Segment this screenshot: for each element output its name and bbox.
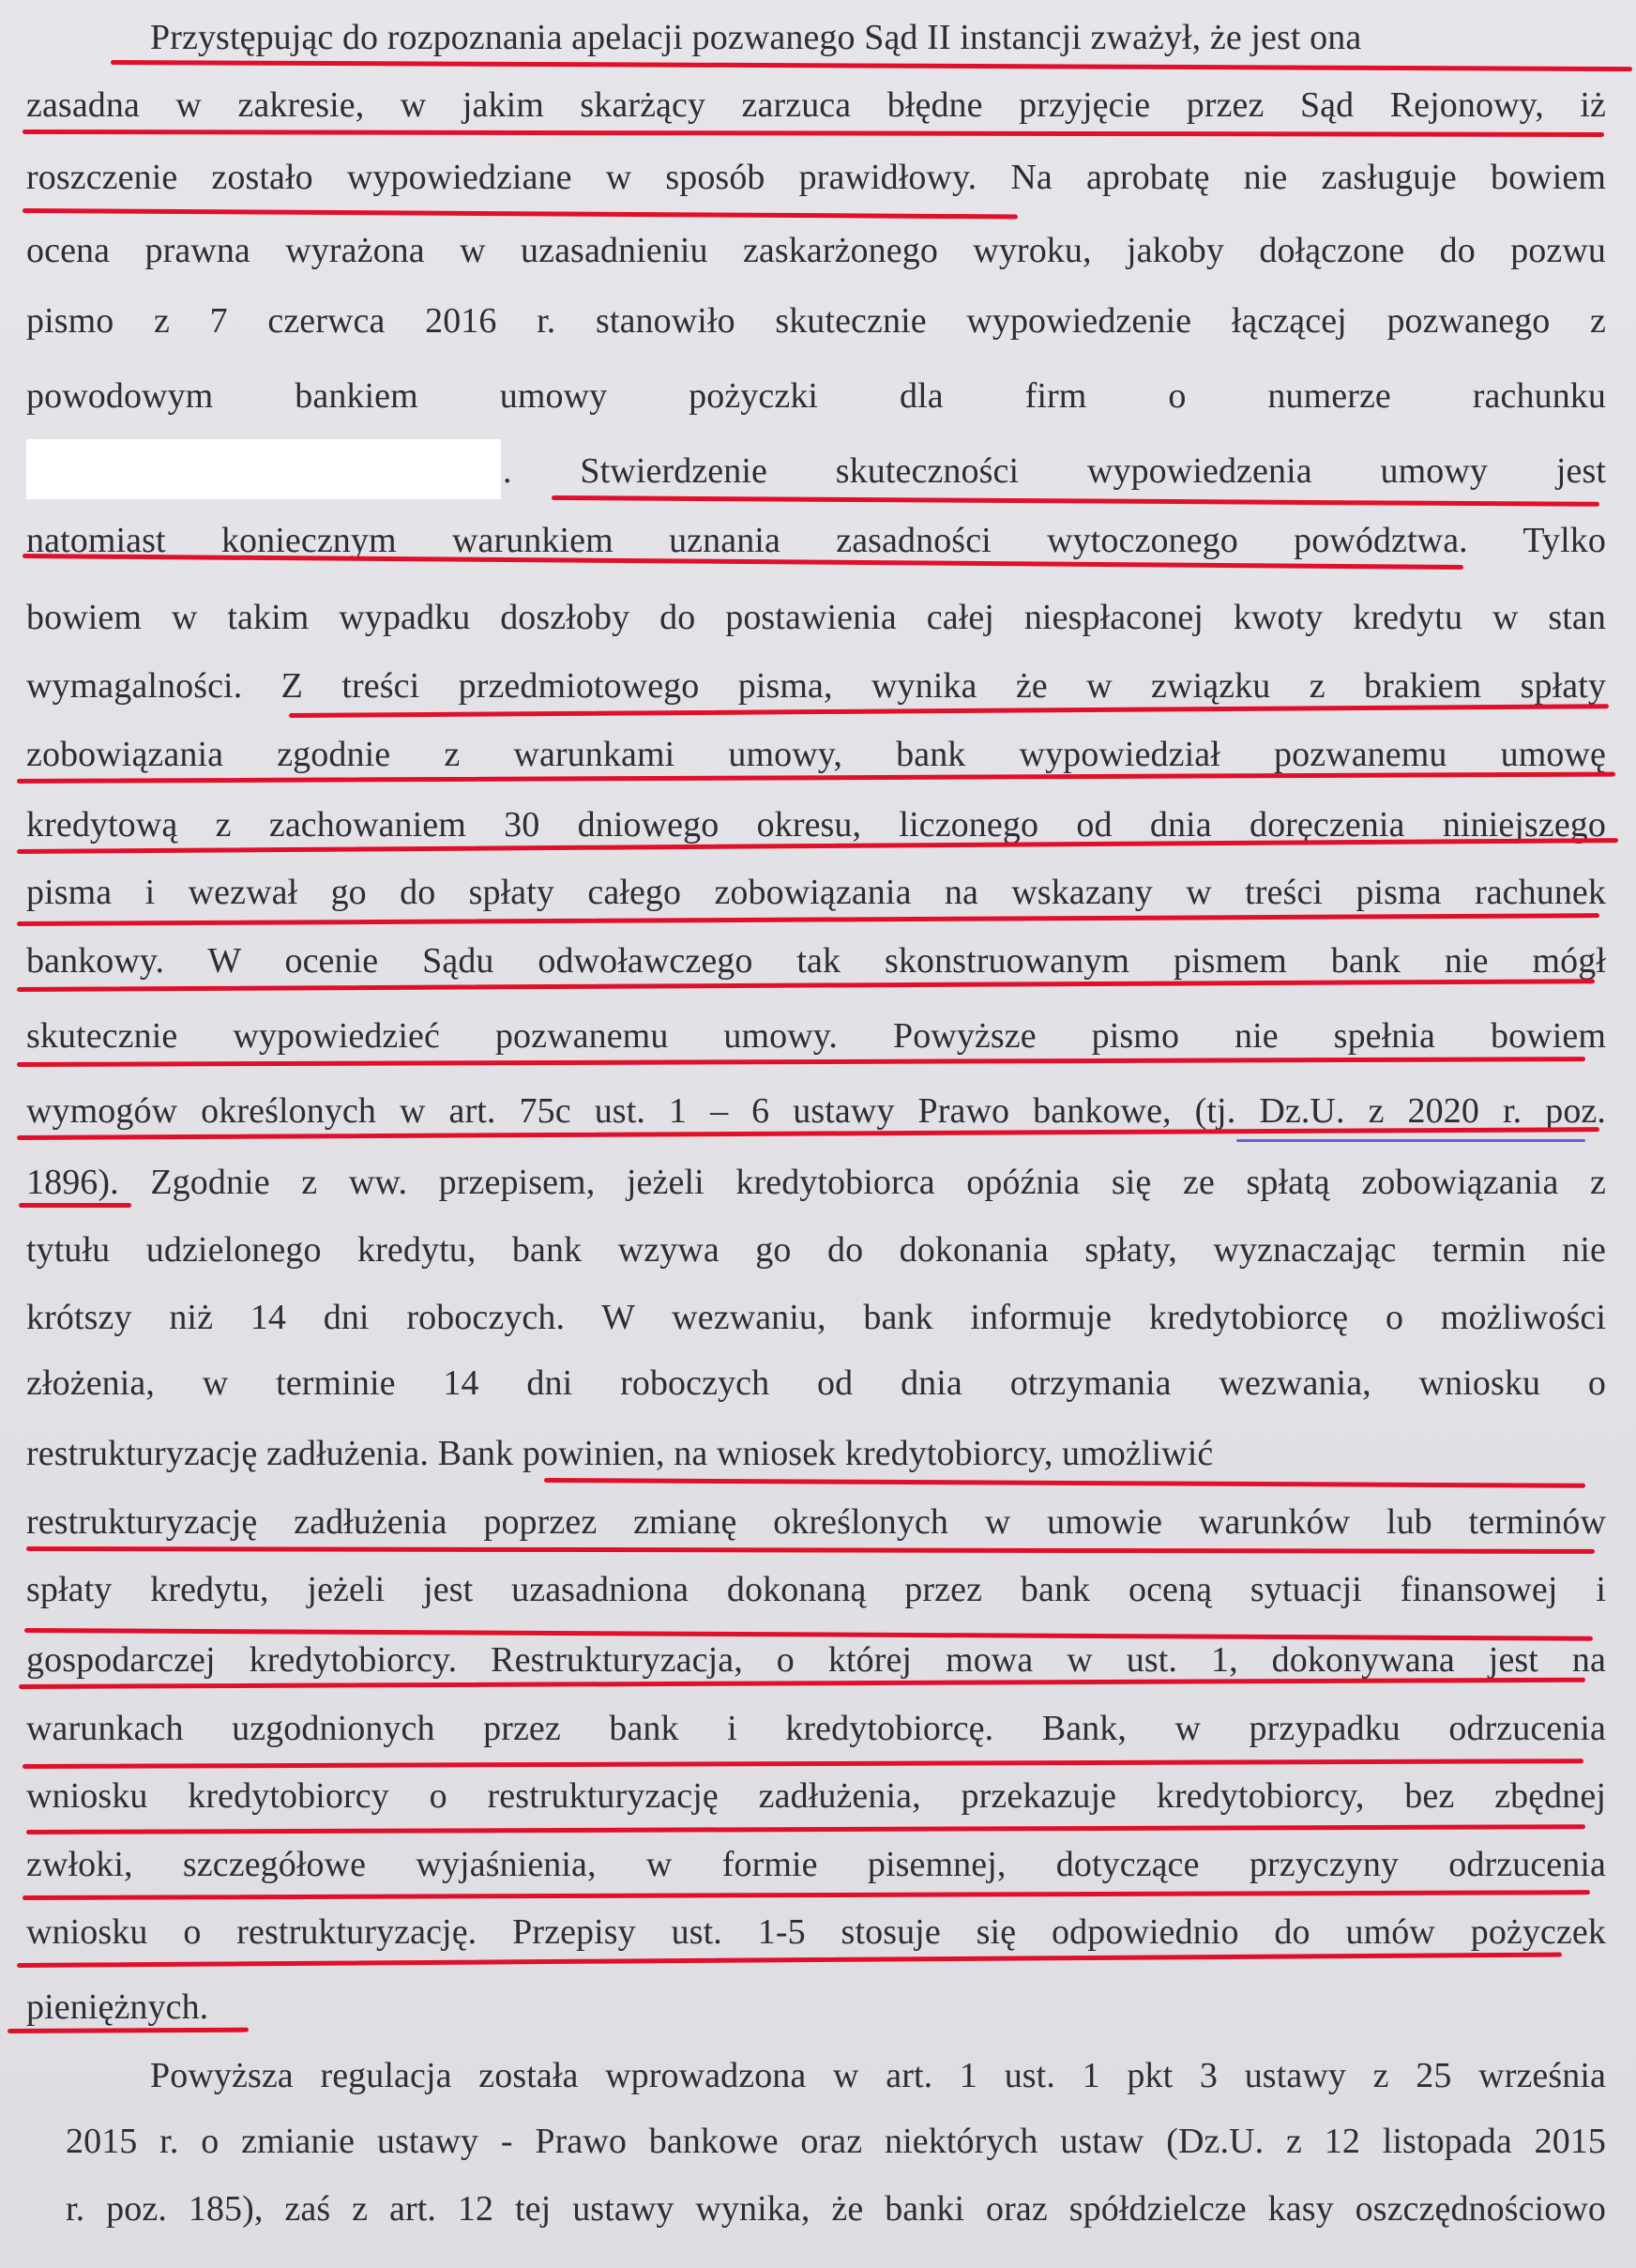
text-line: złożenia, w terminie 14 dni roboczych od dnia otrzymania wezwania, wniosku o: [26, 1363, 1606, 1403]
text-line: krótszy niż 14 dni roboczych. W wezwaniu, bank informuje kredytobiorcę o możliwości: [26, 1298, 1606, 1337]
text-line: wymogów określonych w art. 75c ust. 1 – 6 ustawy Prawo bankowe, (tj. Dz.U. z 2020 r. poz.: [26, 1091, 1606, 1131]
text-line: pismo z 7 czerwca 2016 r. stanowiło skutecznie wypowiedzenie łączącej pozwanego z: [26, 301, 1606, 341]
text-line: powodowym bankiem umowy pożyczki dla firm o numerze rachunku: [26, 376, 1606, 416]
text-line: bankowy. W ocenie Sądu odwoławczego tak skonstruowanym pismem bank nie mógł: [26, 941, 1606, 981]
text-line: restrukturyzację zadłużenia poprzez zmianę określonych w umowie warunków lub terminów: [26, 1502, 1606, 1542]
text-line: zobowiązania zgodnie z warunkami umowy, bank wypowiedział pozwanemu umowę: [26, 735, 1606, 774]
pen-underline: [23, 129, 1604, 137]
text-line: skutecznie wypowiedzieć pozwanemu umowy. Powyższe pismo nie spełnia bowiem: [26, 1016, 1606, 1056]
text-line: zwłoki, szczegółowe wyjaśnienia, w formie pisemnej, dotyczące przyczyny odrzucenia: [26, 1845, 1606, 1884]
text-line: 2015 r. o zmianie ustawy - Prawo bankowe oraz niektórych ustaw (Dz.U. z 12 listopada 2015: [66, 2122, 1606, 2161]
text-line: pieniężnych.: [26, 1987, 209, 2027]
pen-underline: [8, 2028, 249, 2033]
text-line: wniosku o restrukturyzację. Przepisy ust. 1-5 stosuje się odpowiednio do umów pożyczek: [26, 1912, 1606, 1952]
text-line: wymagalności. Z treści przedmiotowego pisma, wynika że w związku z brakiem spłaty: [26, 666, 1606, 706]
text-line: bowiem w takim wypadku doszłoby do postawienia całej niespłaconej kwoty kredytu w stan: [26, 598, 1606, 637]
pen-underline: [26, 1546, 1595, 1554]
redacted-account-number: [26, 439, 501, 499]
pen-underline: [111, 60, 1632, 71]
text-line: Powyższa regulacja została wprowadzona w art. 1 ust. 1 pkt 3 ustawy z 25 września: [150, 2056, 1606, 2095]
text-line: restrukturyzację zadłużenia. Bank powinien, na wniosek kredytobiorcy, umożliwić: [26, 1434, 1214, 1473]
pen-underline: [544, 1478, 1585, 1488]
pen-underline: [23, 1890, 1590, 1900]
text-line: gospodarczej kredytobiorcy. Restrukturyzacja, o której mowa w ust. 1, dokonywana jest na: [26, 1640, 1606, 1680]
text-line: . Stwierdzenie skuteczności wypowiedzenia umowy jest: [503, 451, 1606, 491]
reference-underline: [1236, 1139, 1585, 1142]
pen-underline: [23, 1758, 1583, 1769]
pen-underline: [26, 1824, 1585, 1834]
pen-underline: [17, 913, 1599, 926]
text-line: 1896). Zgodnie z ww. przepisem, jeżeli kredytobiorca opóźnia się ze spłatą zobowiązania z: [26, 1163, 1606, 1202]
text-line: tytułu udzielonego kredytu, bank wzywa go do dokonania spłaty, wyznaczając termin nie: [26, 1230, 1606, 1270]
text-line: kredytową z zachowaniem 30 dniowego okresu, liczonego od dnia doręczenia niniejszego: [26, 805, 1606, 845]
text-line: roszczenie zostało wypowiedziane w sposób prawidłowy. Na aprobatę nie zasługuje bowiem: [26, 158, 1606, 197]
text-line: wniosku kredytobiorcy o restrukturyzację zadłużenia, przekazuje kredytobiorcy, bez zbędnej: [26, 1776, 1606, 1816]
text-line: zasadna w zakresie, w jakim skarżący zarzuca błędne przyjęcie przez Sąd Rejonowy, iż: [26, 85, 1606, 125]
text-line: Przystępując do rozpoznania apelacji pozwanego Sąd II instancji zważył, że jest ona: [150, 18, 1362, 57]
text-line: pisma i wezwał go do spłaty całego zobowiązania na wskazany w treści pisma rachunek: [26, 873, 1606, 912]
pen-underline: [23, 208, 1018, 219]
pen-underline: [19, 1203, 131, 1208]
text-line: ocena prawna wyrażona w uzasadnieniu zaskarżonego wyroku, jakoby dołączone do pozwu: [26, 231, 1606, 270]
text-line: spłaty kredytu, jeżeli jest uzasadniona dokonaną przez bank oceną sytuacji finansowej i: [26, 1570, 1606, 1609]
text-line: natomiast koniecznym warunkiem uznania zasadności wytoczonego powództwa. Tylko: [26, 521, 1606, 560]
pen-underline: [552, 495, 1599, 507]
text-line: warunkach uzgodnionych przez bank i kredytobiorcę. Bank, w przypadku odrzucenia: [26, 1709, 1606, 1748]
text-line: r. poz. 185), zaś z art. 12 tej ustawy wynika, że banki oraz spółdzielcze kasy oszczędnościowo: [66, 2189, 1606, 2229]
